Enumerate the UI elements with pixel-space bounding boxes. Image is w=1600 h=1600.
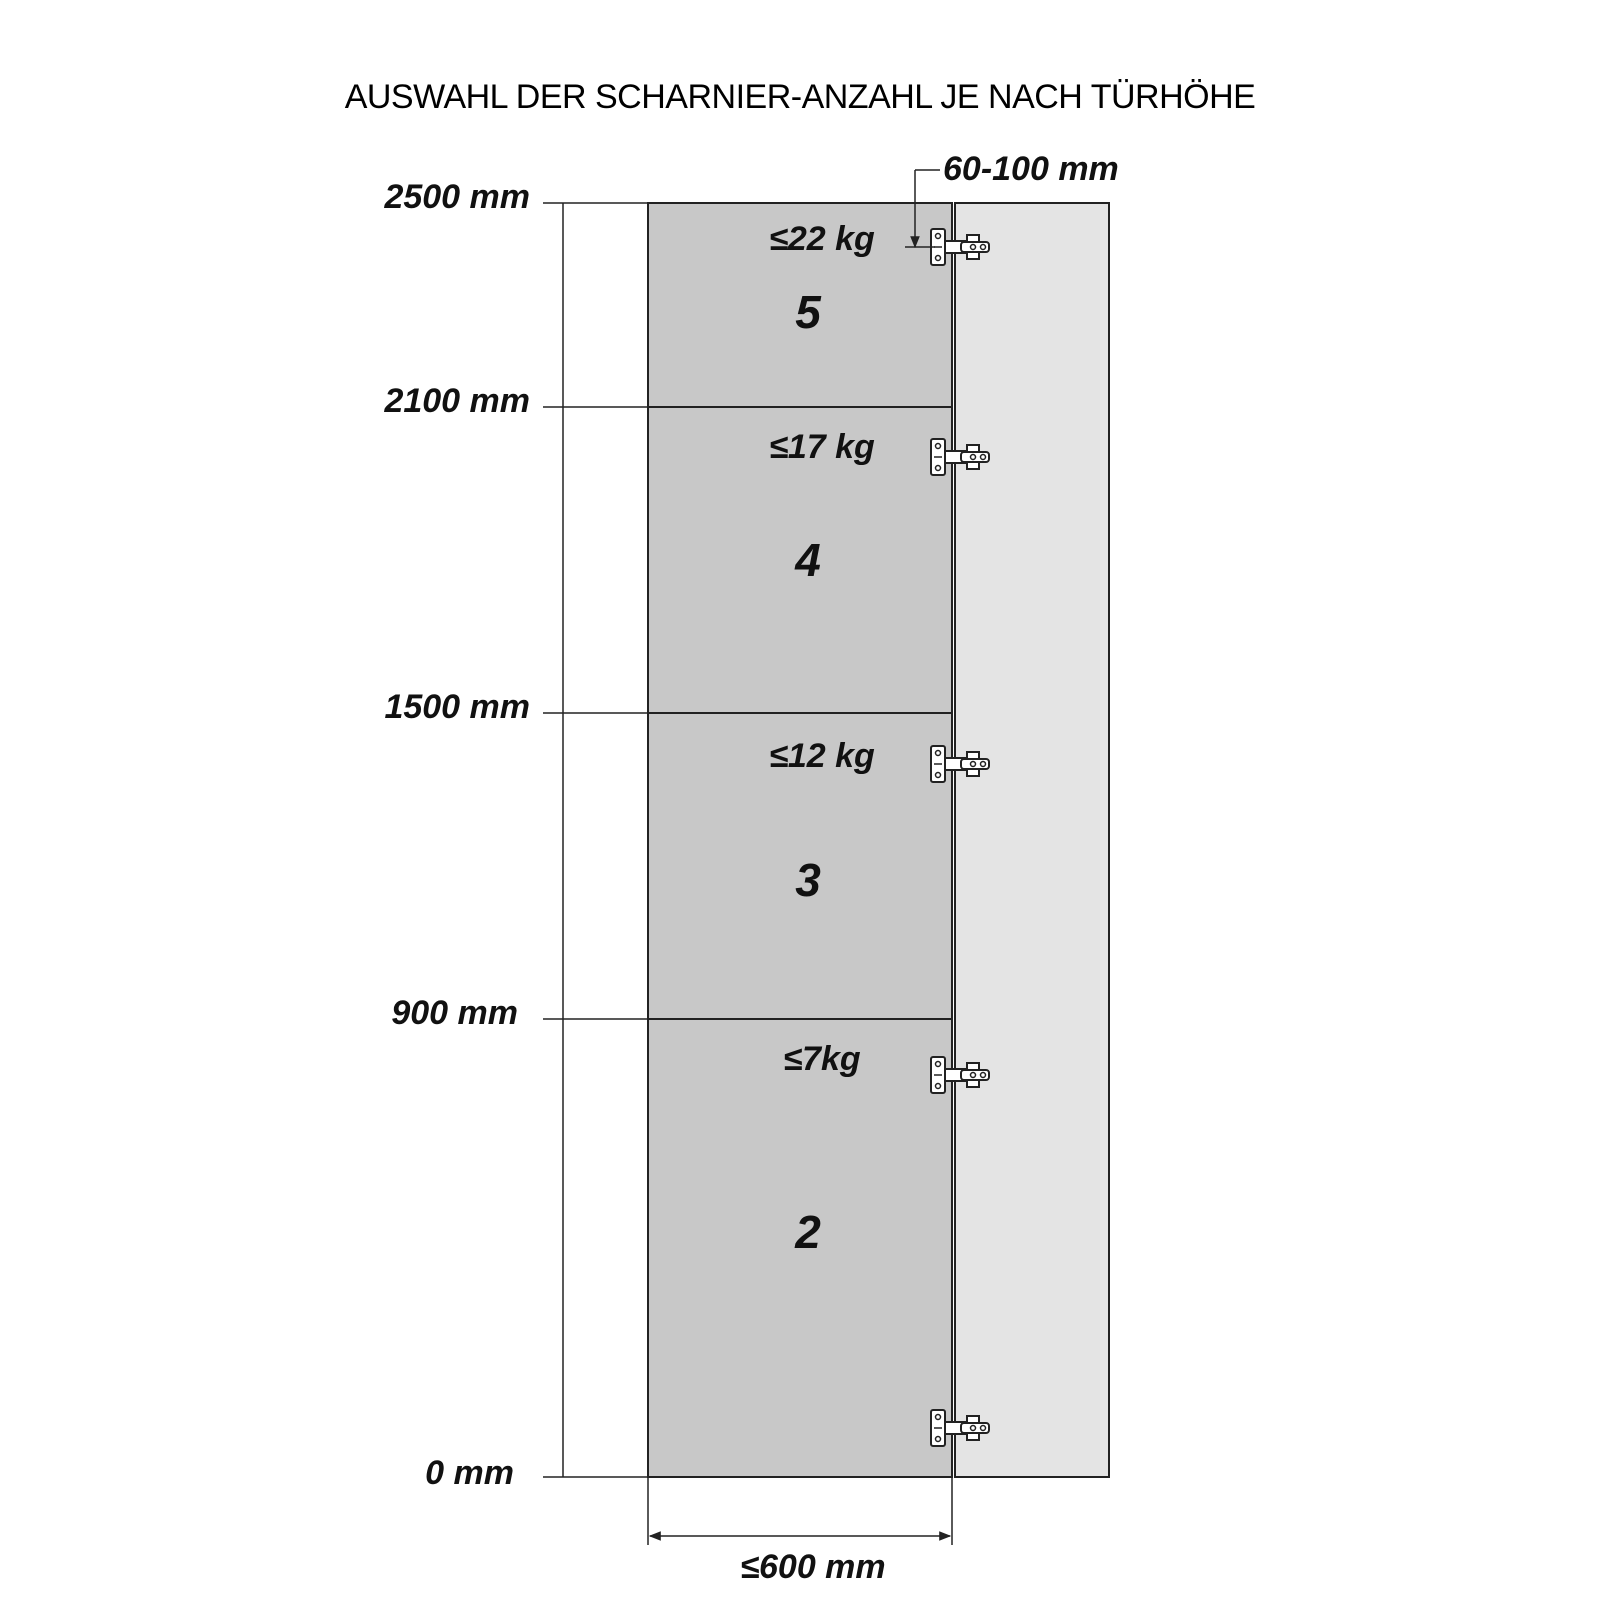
zone-hinge-count-4: 4 xyxy=(795,534,821,586)
zone-hinge-count-3: 3 xyxy=(795,854,821,906)
zone-weight-5: ≤22 kg xyxy=(769,220,875,258)
zone-hinge-count-5: 5 xyxy=(795,286,821,338)
door-panel xyxy=(648,203,952,1477)
offset-label: 60-100 mm xyxy=(943,150,1119,188)
height-label-0: 0 mm xyxy=(425,1454,514,1492)
zone-weight-2: ≤7kg xyxy=(783,1040,861,1078)
zone-weight-4: ≤17 kg xyxy=(769,428,875,466)
cabinet-side-panel xyxy=(955,203,1109,1477)
width-label: ≤600 mm xyxy=(740,1548,886,1586)
height-label-900: 900 mm xyxy=(391,994,518,1032)
height-label-1500: 1500 mm xyxy=(384,688,530,726)
height-label-2100: 2100 mm xyxy=(384,382,530,420)
height-label-2500: 2500 mm xyxy=(384,178,530,216)
zone-weight-3: ≤12 kg xyxy=(769,737,875,775)
zone-hinge-count-2: 2 xyxy=(795,1206,821,1258)
diagram-title: AUSWAHL DER SCHARNIER-ANZAHL JE NACH TÜRHÖHE xyxy=(344,78,1256,116)
